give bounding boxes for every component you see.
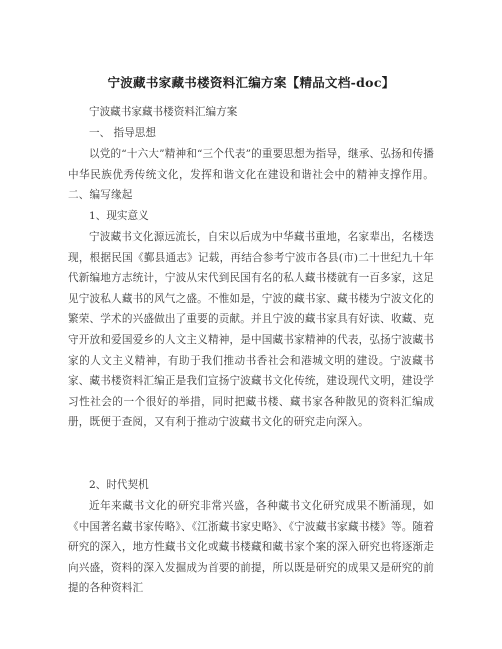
subheading-reality-significance: 1、现实意义	[89, 210, 149, 222]
guiding-principle-paragraph: 以党的“十六大”精神和“三个代表”的重要思想为指导，继承、弘扬和传播中华民族优秀传统文化，发挥和谐文化在建设和谐社会中的精神支撑作用。 二、编写缘起	[68, 148, 434, 202]
document-title: 宁波藏书家藏书楼资料汇编方案【精品文档-doc】	[107, 75, 395, 90]
section-heading-guiding-principle: 一、 指导思想	[89, 127, 156, 139]
document-subtitle: 宁波藏书家藏书楼资料汇编方案	[89, 106, 238, 118]
subheading-era-opportunity: 2、时代契机	[89, 479, 149, 491]
era-opportunity-paragraph: 近年来藏书文化的研究非常兴盛，各种藏书文化研究成果不断涌现，如《中国著名藏书家传略》、《江浙藏书家史略》、《宁波藏书家藏书楼》等。随着研究的深入，地方性藏书文化或藏书楼藏和藏书家个案的深入研究也将逐渐走向兴盛，资料的深入发掘成为首要的前提，所以既是研究的成果又是研究的前提的各种资料汇	[68, 500, 434, 595]
reality-significance-paragraph: 宁波藏书文化源远流长，自宋以后成为中华藏书重地，名家辈出，名楼迭现，根据民国《鄞县通志》记载，再结合参考宁波市各县(市)二十世纪九十年代新编地方志统计，宁波从宋代到民国有名的私人藏书楼就有一百多家，这足见宁波私人藏书的风气之盛。不惟如是，宁波的藏书家、藏书楼为宁波文化的繁荣、学术的兴盛做出了重要的贡献。并且宁波的藏书家具有好读、收藏、克守开放和爱国爱乡的人文主义精神，是中国藏书家精神的代表，弘扬宁波藏书家的人文主义精神，有助于我们推动书香社会和港城文明的建设。宁波藏书家、藏书楼资料汇编正是我们宣扬宁波藏书文化传统，建设现代文明，建设学习性社会的一个很好的举措，同时把藏书楼、藏书家各种散见的资料汇编成册，既便于查阅，又有利于推动宁波藏书文化的研究走向深入。	[68, 231, 434, 429]
